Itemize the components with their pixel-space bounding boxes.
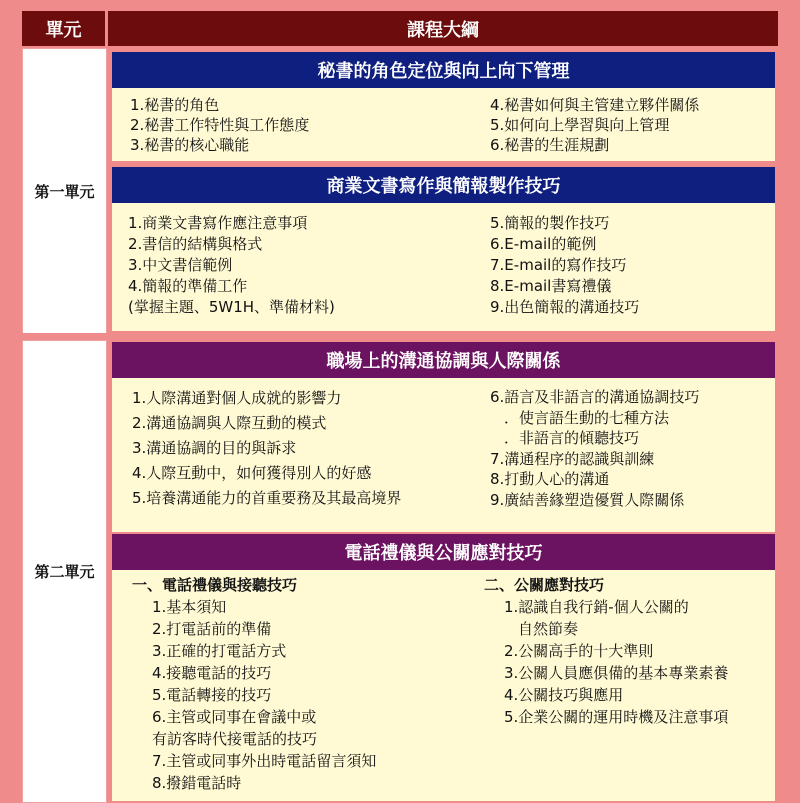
list-item: 3.公關人員應俱備的基本專業素養 xyxy=(504,664,729,682)
section-body-telephone-pr xyxy=(112,570,775,801)
section-title-communication: 職場上的溝通協調與人際關係 xyxy=(112,342,775,378)
subsection-heading: 二、公關應對技巧 xyxy=(484,576,605,594)
list-item: 8.E-mail書寫禮儀 xyxy=(490,277,612,295)
section-body-business-writing xyxy=(112,203,775,331)
list-item: 4.公關技巧與應用 xyxy=(504,686,624,704)
list-item: 5.簡報的製作技巧 xyxy=(490,214,610,232)
list-item: 3.秘書的核心職能 xyxy=(130,136,250,154)
list-item: 8.撥錯電話時 xyxy=(152,774,242,792)
unit-column-header: 單元 xyxy=(22,11,105,46)
section-right-list xyxy=(490,95,699,155)
list-item: 7.溝通程序的認識與訓練 xyxy=(490,449,655,468)
unit-1-label: 第一單元 xyxy=(22,48,107,335)
list-item: 5.培養溝通能力的首重要務及其最高境界 xyxy=(132,489,402,507)
list-item: 1.認識自我行銷-個人公關的 xyxy=(504,598,689,616)
section-left-list xyxy=(132,574,376,794)
list-item: 4.人際互動中，如何獲得別人的好感 xyxy=(132,464,372,482)
list-subitem: ．使言語生動的七種方法 xyxy=(504,408,670,427)
section-right-list xyxy=(490,387,699,510)
outline-column-header: 課程大綱 xyxy=(108,11,778,46)
list-item: 2.公關高手的十大準則 xyxy=(504,642,654,660)
list-item: 9.出色簡報的溝通技巧 xyxy=(490,298,640,316)
list-item: 4.接聽電話的技巧 xyxy=(152,664,272,682)
list-item: 3.正確的打電話方式 xyxy=(152,642,287,660)
list-item: 2.溝通協調與人際互動的模式 xyxy=(132,414,327,432)
list-item: 5.電話轉接的技巧 xyxy=(152,686,272,704)
section-right-list xyxy=(484,574,728,728)
list-item: 4.秘書如何與主管建立夥伴關係 xyxy=(490,96,700,114)
subsection-heading: 一、電話禮儀與接聽技巧 xyxy=(132,576,298,594)
list-item: 3.溝通協調的目的與訴求 xyxy=(132,439,297,457)
section-left-list xyxy=(132,386,401,511)
list-item: 1.人際溝通對個人成就的影響力 xyxy=(132,389,342,407)
list-item: 1.商業文書寫作應注意事項 xyxy=(128,214,308,232)
list-item: 9.廣結善緣塑造優質人際關係 xyxy=(490,490,685,509)
section-left-list xyxy=(130,95,309,155)
list-item: 7.E-mail的寫作技巧 xyxy=(490,256,627,274)
list-item: (掌握主題、5W1H、準備材料) xyxy=(128,298,335,316)
list-item: 1.基本須知 xyxy=(152,598,227,616)
unit-2-label: 第二單元 xyxy=(22,340,107,803)
section-right-list xyxy=(490,213,639,318)
section-title-telephone-pr: 電話禮儀與公關應對技巧 xyxy=(112,534,775,570)
list-item: 4.簡報的準備工作 xyxy=(128,277,248,295)
list-item: 2.書信的結構與格式 xyxy=(128,235,263,253)
list-item: 6.主管或同事在會議中或 xyxy=(152,708,317,726)
section-body-communication xyxy=(112,378,775,532)
list-item: 7.主管或同事外出時電話留言須知 xyxy=(152,752,377,770)
list-item: 6.E-mail的範例 xyxy=(490,235,597,253)
list-item: 3.中文書信範例 xyxy=(128,256,233,274)
list-item: 有訪客時代接電話的技巧 xyxy=(152,730,318,748)
list-item: 8.打動人心的溝通 xyxy=(490,470,610,488)
list-item: 1.秘書的角色 xyxy=(130,96,220,114)
list-subitem: ．非語言的傾聽技巧 xyxy=(504,429,640,447)
section-title-business-writing: 商業文書寫作與簡報製作技巧 xyxy=(112,167,775,203)
list-item: 2.打電話前的準備 xyxy=(152,620,272,638)
list-item: 6.秘書的生涯規劃 xyxy=(490,136,610,154)
list-item-continuation: 自然節奏 xyxy=(518,620,579,638)
section-body-secretary-role xyxy=(112,88,775,161)
list-item: 5.如何向上學習與向上管理 xyxy=(490,116,670,134)
unit-divider xyxy=(22,333,778,340)
section-left-list xyxy=(128,213,335,318)
list-item: 6.語言及非語言的溝通協調技巧 xyxy=(490,388,700,406)
list-item: 2.秘書工作特性與工作態度 xyxy=(130,116,310,134)
list-item: 5.企業公關的運用時機及注意事項 xyxy=(504,708,729,726)
section-title-secretary-role: 秘書的角色定位與向上向下管理 xyxy=(112,52,775,88)
